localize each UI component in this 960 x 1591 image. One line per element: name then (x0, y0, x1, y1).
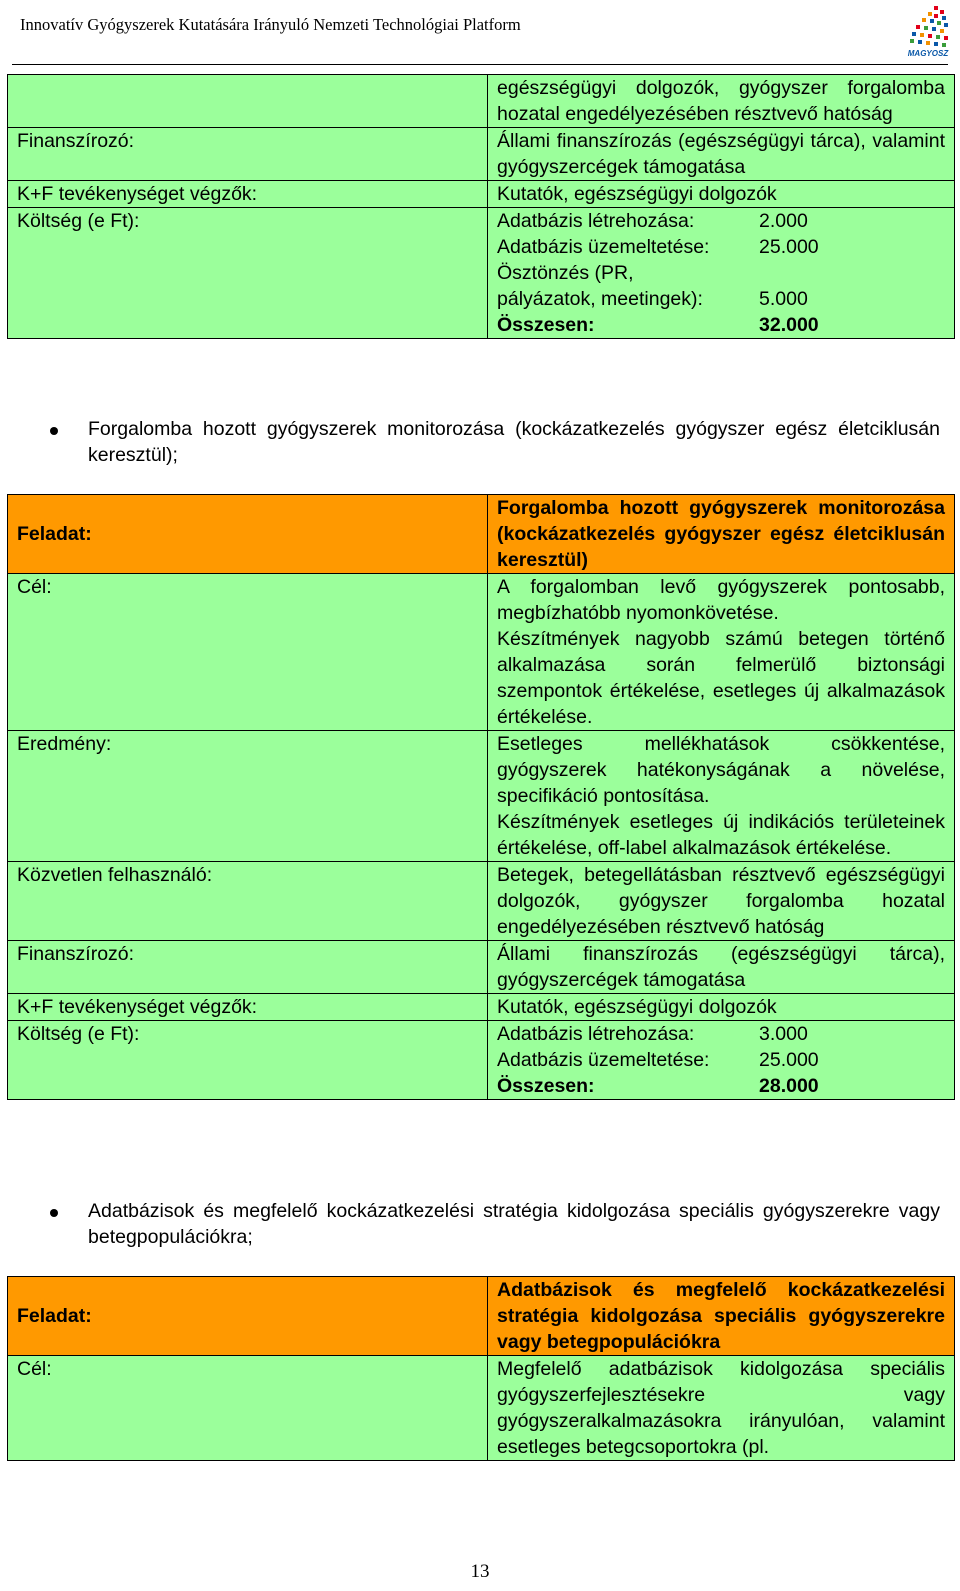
table-row (8, 994, 955, 1021)
task-label: Feladat: (8, 495, 488, 574)
cost-item-name: Adatbázis üzemeltetése: (497, 236, 710, 258)
row-value: Betegek, betegellátásban résztvevő egészségügyi dolgozók, gyógyszer forgalomba hozatal engedélyezésében résztvevő hatóság (488, 862, 955, 941)
row-label (8, 75, 488, 128)
project-table-1 (7, 74, 955, 339)
bullet-dot-icon (50, 1209, 58, 1217)
table-row (8, 128, 955, 181)
row-label: K+F tevékenységet végzők: (8, 994, 488, 1021)
row-value: Kutatók, egészségügyi dolgozók (488, 994, 955, 1021)
row-label: Eredmény: (8, 731, 488, 862)
page-number: 13 (470, 1561, 490, 1582)
cost-breakdown (488, 1021, 955, 1100)
header-rule (12, 64, 948, 65)
row-value (488, 574, 955, 731)
table-row (8, 862, 955, 941)
row-value (488, 731, 955, 862)
cost-row (8, 208, 955, 339)
cost-item-name: Adatbázis létrehozása: (497, 210, 695, 232)
row-label: K+F tevékenységet végzők: (8, 181, 488, 208)
project-table-2 (7, 494, 955, 1100)
row-label: Finanszírozó: (8, 128, 488, 181)
cost-item-amount: 25.000 (759, 1049, 819, 1071)
project-table-3 (7, 1276, 955, 1461)
cost-breakdown (488, 208, 955, 339)
task-row (8, 495, 955, 574)
row-value: Megfelelő adatbázisok kidolgozása speciális gyógyszerfejlesztésekre vagy gyógyszeralkalmazásokra irányulóan, valamint esetleges betegcsoportokra (pl. (488, 1356, 955, 1461)
cost-item-name: pályázatok, meetingek): (497, 288, 703, 310)
task-label: Feladat: (8, 1277, 488, 1356)
cost-item-amount: 25.000 (759, 236, 819, 258)
task-value: Forgalomba hozott gyógyszerek monitorozása (kockázatkezelés gyógyszer egész életciklusán keresztül) (488, 495, 955, 574)
table-row (8, 941, 955, 994)
cost-item-name: Adatbázis létrehozása: (497, 1023, 695, 1045)
cost-item-amount: 3.000 (759, 1023, 808, 1045)
row-value: Állami finanszírozás (egészségügyi tárca), gyógyszercégek támogatása (488, 941, 955, 994)
cost-total-amount: 32.000 (759, 314, 819, 336)
table-row (8, 1356, 955, 1461)
bullet-text: Forgalomba hozott gyógyszerek monitorozása (kockázatkezelés gyógyszer egész életciklusán keresztül); (88, 418, 940, 466)
magyosz-logo (904, 4, 952, 60)
cost-total-label: Összesen: (497, 1075, 595, 1097)
table-row (8, 181, 955, 208)
cost-item-amount: 2.000 (759, 210, 808, 232)
cost-row (8, 1021, 955, 1100)
bullet-text: Adatbázisok és megfelelő kockázatkezelési stratégia kidolgozása speciális gyógyszerekre vagy betegpopulációkra; (88, 1200, 940, 1248)
task-value: Adatbázisok és megfelelő kockázatkezelési stratégia kidolgozása speciális gyógyszerekre vagy betegpopulációkra (488, 1277, 955, 1356)
row-value-line: Készítmények esetleges új indikációs területeinek értékelése, off-label alkalmazások értékelése. (497, 811, 945, 859)
task-row (8, 1277, 955, 1356)
cost-item-amount (759, 260, 945, 286)
bullet-item (50, 416, 940, 468)
cost-item-name: Adatbázis üzemeltetése: (497, 1049, 710, 1071)
page-header (0, 0, 960, 64)
row-label: Közvetlen felhasználó: (8, 862, 488, 941)
svg-text:MAGYOSZ: MAGYOSZ (907, 49, 949, 58)
row-value-line: Esetleges mellékhatások csökkentése, gyógyszerek hatékonyságának a növelése, specifikáció pontosítása. (497, 733, 945, 807)
row-label: Cél: (8, 1356, 488, 1461)
bullet-dot-icon (50, 427, 58, 435)
table-row (8, 731, 955, 862)
cost-item-name: Ösztönzés (PR, (497, 262, 634, 284)
table-row (8, 574, 955, 731)
bullet-item (50, 1198, 940, 1250)
cost-label: Költség (e Ft): (8, 1021, 488, 1100)
row-value-line: A forgalomban levő gyógyszerek pontosabb, megbízhatóbb nyomonkövetése. (497, 576, 945, 624)
cost-label: Költség (e Ft): (8, 208, 488, 339)
row-value-line: Készítmények nagyobb számú betegen történő alkalmazása során felmerülő biztonsági szempontok értékelése, esetleges új alkalmazások értékelése. (497, 628, 945, 728)
cost-item-amount: 5.000 (759, 288, 808, 310)
row-value: Kutatók, egészségügyi dolgozók (488, 181, 955, 208)
row-label: Cél: (8, 574, 488, 731)
row-value: Állami finanszírozás (egészségügyi tárca), valamint gyógyszercégek támogatása (488, 128, 955, 181)
header-title: Innovatív Gyógyszerek Kutatására Irányuló Nemzeti Technológiai Platform (20, 15, 521, 34)
cost-total-label: Összesen: (497, 314, 595, 336)
row-label: Finanszírozó: (8, 941, 488, 994)
table-row (8, 75, 955, 128)
cost-total-amount: 28.000 (759, 1075, 819, 1097)
row-value: egészségügyi dolgozók, gyógyszer forgalomba hozatal engedélyezésében résztvevő hatóság (488, 75, 955, 128)
